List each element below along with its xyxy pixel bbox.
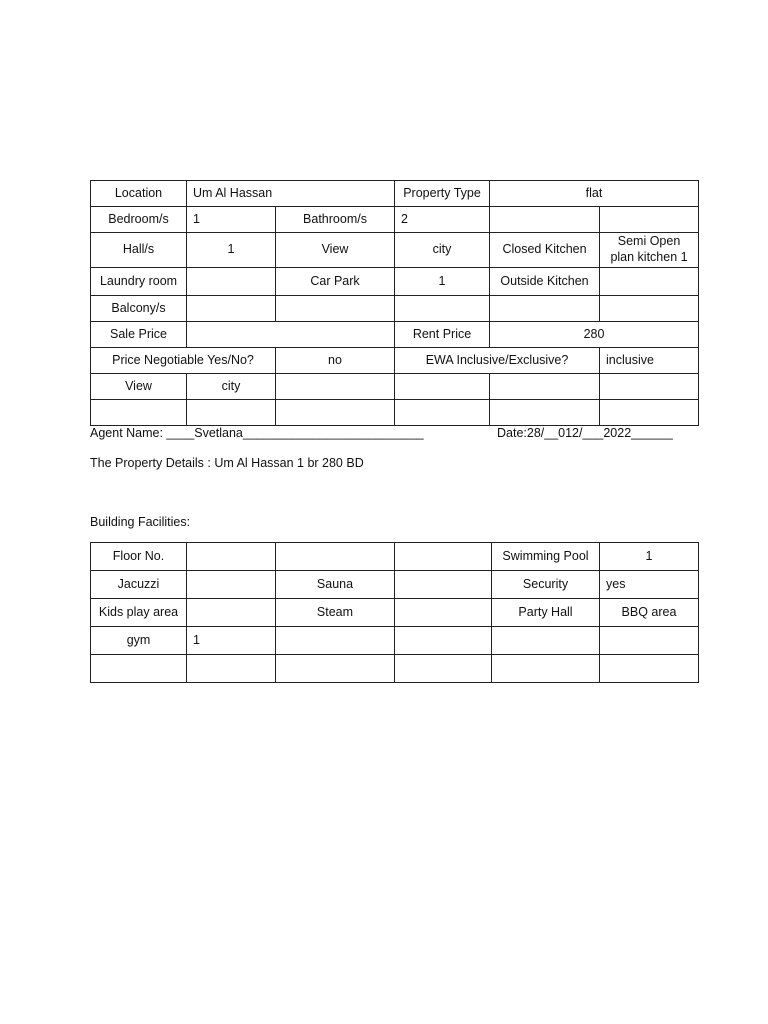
empty-cell bbox=[91, 400, 187, 426]
table-row bbox=[91, 543, 699, 571]
pool-label: Swimming Pool bbox=[492, 543, 600, 571]
table-row bbox=[91, 655, 699, 683]
halls-value: 1 bbox=[187, 233, 276, 268]
balcony-label: Balcony/s bbox=[91, 296, 187, 322]
bathrooms-label: Bathroom/s bbox=[276, 207, 395, 233]
empty-cell bbox=[490, 374, 600, 400]
empty-cell bbox=[187, 571, 276, 599]
empty-cell bbox=[187, 655, 276, 683]
negotiable-value: no bbox=[276, 348, 395, 374]
empty-cell bbox=[395, 599, 492, 627]
bbq-area-label: BBQ area bbox=[600, 599, 699, 627]
table-row bbox=[91, 233, 699, 268]
table-row bbox=[91, 599, 699, 627]
empty-cell bbox=[276, 543, 395, 571]
empty-cell bbox=[395, 374, 490, 400]
empty-cell bbox=[91, 655, 187, 683]
empty-cell bbox=[276, 400, 395, 426]
empty-cell bbox=[600, 627, 699, 655]
car-park-label: Car Park bbox=[276, 268, 395, 296]
floor-label: Floor No. bbox=[91, 543, 187, 571]
location-value: Um Al Hassan bbox=[187, 181, 395, 207]
empty-cell bbox=[395, 655, 492, 683]
table-row bbox=[91, 374, 699, 400]
empty-cell bbox=[187, 268, 276, 296]
table-row bbox=[91, 627, 699, 655]
empty-cell bbox=[187, 400, 276, 426]
empty-cell bbox=[395, 296, 490, 322]
empty-cell bbox=[490, 400, 600, 426]
property-type-label: Property Type bbox=[395, 181, 490, 207]
table-row bbox=[91, 322, 699, 348]
empty-cell bbox=[490, 207, 600, 233]
table-row bbox=[91, 268, 699, 296]
empty-cell bbox=[187, 543, 276, 571]
agent-name-line: Agent Name: ____Svetlana__________________________ bbox=[90, 426, 424, 440]
pool-value: 1 bbox=[600, 543, 699, 571]
empty-cell bbox=[492, 627, 600, 655]
empty-cell bbox=[395, 400, 490, 426]
ewa-value: inclusive bbox=[600, 348, 699, 374]
property-details-line: The Property Details : Um Al Hassan 1 br 280 BD bbox=[90, 456, 364, 470]
empty-cell bbox=[600, 296, 699, 322]
table-row bbox=[91, 348, 699, 374]
ewa-label: EWA Inclusive/Exclusive? bbox=[395, 348, 600, 374]
view-value: city bbox=[395, 233, 490, 268]
car-park-value: 1 bbox=[395, 268, 490, 296]
negotiable-label: Price Negotiable Yes/No? bbox=[91, 348, 276, 374]
semi-open-kitchen-label: Semi Open plan kitchen 1 bbox=[600, 233, 699, 268]
steam-label: Steam bbox=[276, 599, 395, 627]
view2-value: city bbox=[187, 374, 276, 400]
empty-cell bbox=[395, 571, 492, 599]
building-facilities-heading: Building Facilities: bbox=[90, 515, 191, 529]
bedrooms-label: Bedroom/s bbox=[91, 207, 187, 233]
table-row bbox=[91, 571, 699, 599]
bedrooms-value: 1 bbox=[187, 207, 276, 233]
empty-cell bbox=[492, 655, 600, 683]
table-row bbox=[91, 296, 699, 322]
empty-cell bbox=[276, 655, 395, 683]
empty-cell bbox=[395, 627, 492, 655]
property-type-value: flat bbox=[490, 181, 699, 207]
table-row bbox=[91, 207, 699, 233]
view2-label: View bbox=[91, 374, 187, 400]
date-line: Date:28/__012/___2022______ bbox=[497, 426, 673, 440]
outside-kitchen-label: Outside Kitchen bbox=[490, 268, 600, 296]
location-label: Location bbox=[91, 181, 187, 207]
gym-label: gym bbox=[91, 627, 187, 655]
halls-label: Hall/s bbox=[91, 233, 187, 268]
building-facilities-table bbox=[90, 542, 699, 683]
sale-price-label: Sale Price bbox=[91, 322, 187, 348]
empty-cell bbox=[187, 296, 276, 322]
table-row bbox=[91, 400, 699, 426]
view-label: View bbox=[276, 233, 395, 268]
empty-cell bbox=[276, 296, 395, 322]
empty-cell bbox=[600, 207, 699, 233]
kids-play-area-label: Kids play area bbox=[91, 599, 187, 627]
sale-price-value bbox=[187, 322, 395, 348]
security-label: Security bbox=[492, 571, 600, 599]
laundry-label: Laundry room bbox=[91, 268, 187, 296]
party-hall-label: Party Hall bbox=[492, 599, 600, 627]
closed-kitchen-label: Closed Kitchen bbox=[490, 233, 600, 268]
empty-cell bbox=[187, 599, 276, 627]
empty-cell bbox=[600, 374, 699, 400]
table-row bbox=[91, 181, 699, 207]
empty-cell bbox=[600, 268, 699, 296]
property-details-table bbox=[90, 180, 699, 426]
empty-cell bbox=[600, 400, 699, 426]
empty-cell bbox=[395, 543, 492, 571]
empty-cell bbox=[276, 627, 395, 655]
rent-price-value: 280 bbox=[490, 322, 699, 348]
rent-price-label: Rent Price bbox=[395, 322, 490, 348]
security-value: yes bbox=[600, 571, 699, 599]
empty-cell bbox=[276, 374, 395, 400]
sauna-label: Sauna bbox=[276, 571, 395, 599]
empty-cell bbox=[490, 296, 600, 322]
jacuzzi-label: Jacuzzi bbox=[91, 571, 187, 599]
gym-value: 1 bbox=[187, 627, 276, 655]
bathrooms-value: 2 bbox=[395, 207, 490, 233]
empty-cell bbox=[600, 655, 699, 683]
